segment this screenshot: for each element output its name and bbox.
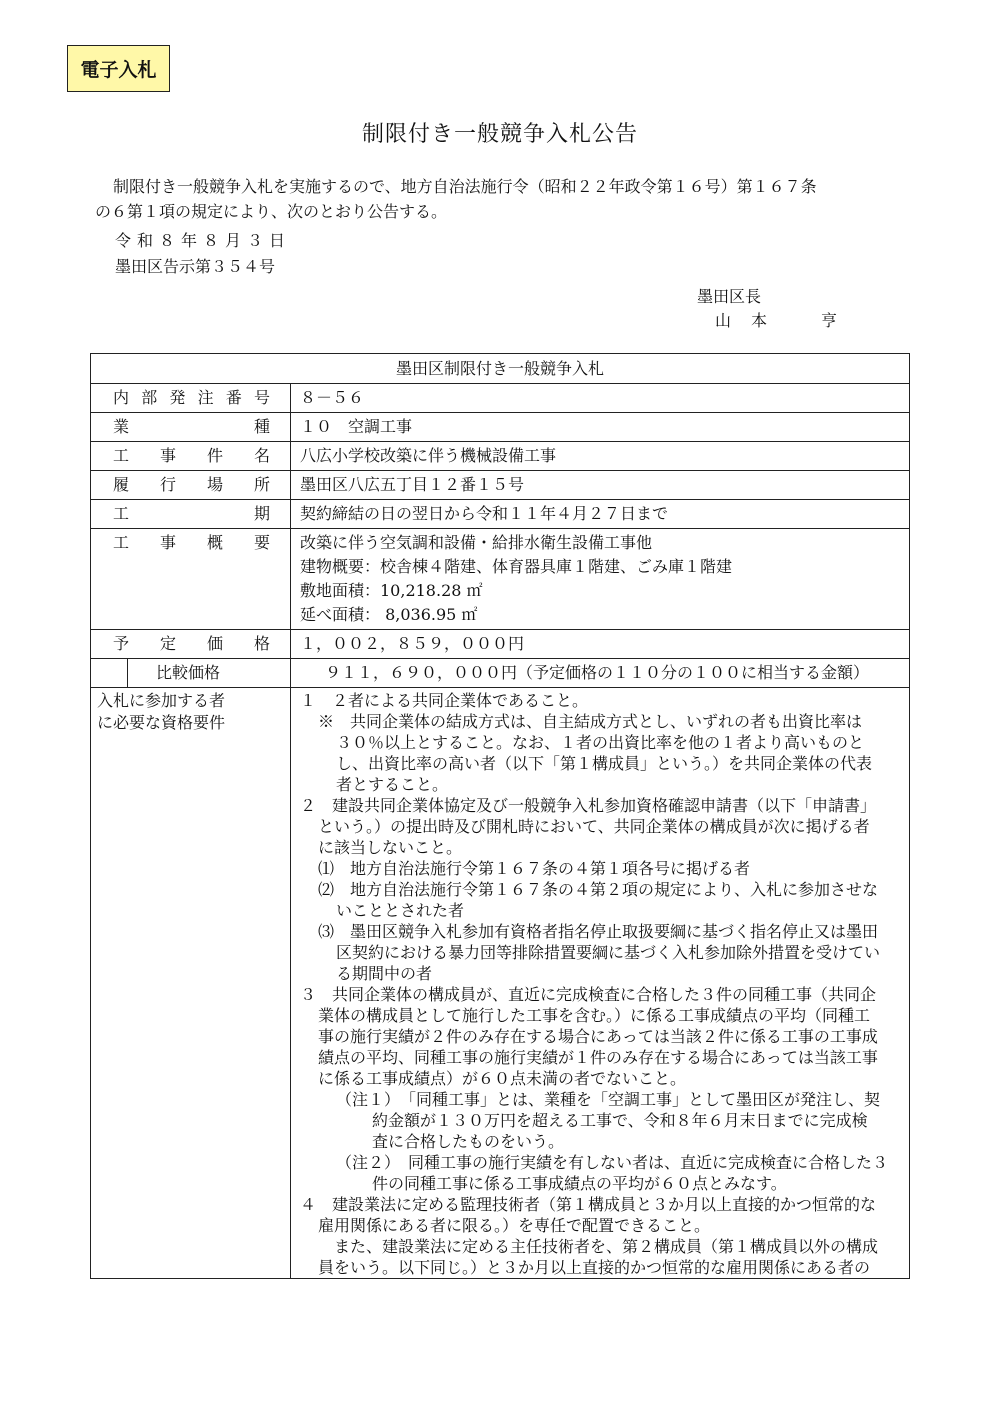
row-label-char: 内 <box>113 388 130 407</box>
date-block <box>115 228 291 280</box>
row-label <box>91 413 291 442</box>
row-label-char: 事 <box>159 446 176 465</box>
category-value: １０ 空調工事 <box>291 413 910 442</box>
row-label-char: 期 <box>253 504 270 523</box>
qualification-label-line: に必要な資格要件 <box>97 713 226 732</box>
req-line: る期間中の者 <box>336 964 433 983</box>
req-line: ※ 共同企業体の結成方式は、自主結成方式とし、いずれの者も出資比率は <box>318 712 863 731</box>
table-row <box>91 413 910 442</box>
table-row <box>91 384 910 413</box>
req-line: 区契約における暴力団等排除措置要綱に基づく入札参加除外措置を受けてい <box>336 943 881 962</box>
row-label-char: 価 <box>206 634 223 653</box>
row-label-char: 行 <box>159 475 176 494</box>
req-line: ２ 建設共同企業体協定及び一般競争入札参加資格確認申請書（以下「申請書」 <box>300 796 877 815</box>
order-number-value: ８－５６ <box>291 384 910 413</box>
notice-number: 墨田区告示第３５４号 <box>115 257 276 276</box>
intro-line-2: の６第１項の規定により、次のとおり公告する。 <box>95 202 448 221</box>
row-label-char: 所 <box>253 475 270 494</box>
row-label-char: 概 <box>206 533 223 552</box>
row-label-char: 工 <box>113 446 130 465</box>
table-row <box>91 471 910 500</box>
req-line: 約金額が１３０万円を超える工事で、令和８年６月末日までに完成検 <box>372 1111 868 1130</box>
table-row <box>91 688 910 1279</box>
row-label-char: 号 <box>253 388 270 407</box>
period-value: 契約締結の日の翌日から令和１１年４月２７日まで <box>291 500 910 529</box>
row-label-char: 発 <box>169 388 186 407</box>
qualification-label <box>91 688 291 1279</box>
req-line: 者とすること。 <box>336 775 449 794</box>
qualification-requirements <box>291 688 910 1279</box>
summary-line: 延べ面積： 8,036.95 ㎡ <box>300 605 478 624</box>
signer-family-name: 山 本 <box>715 311 770 330</box>
row-label-char: 事 <box>159 533 176 552</box>
row-label-char: 番 <box>225 388 242 407</box>
req-line: 事の施行実績が２件のみ存在する場合にあっては当該２件に係る工事の工事成 <box>318 1027 878 1046</box>
req-line: 件の同種工事に係る工事成績点の平均が６０点とみなす。 <box>372 1174 787 1193</box>
row-label <box>91 500 291 529</box>
signer-given-name: 亨 <box>821 311 840 330</box>
req-line: に該当しないこと。 <box>318 838 463 857</box>
qualification-label-line: 入札に参加する者 <box>97 691 226 710</box>
compare-price-label: 比較価格 <box>127 659 290 687</box>
row-label-char: 業 <box>113 417 130 436</box>
req-line: ⑴ 地方自治法施行令第１６７条の４第１項各号に掲げる者 <box>318 859 751 878</box>
req-line: ⑵ 地方自治法施行令第１６７条の４第２項の規定により、入札に参加させな <box>318 880 879 899</box>
req-line: に係る工事成績点）が６０点未満の者でないこと。 <box>318 1069 687 1088</box>
row-label-char: 工 <box>113 533 130 552</box>
row-label-char: 予 <box>113 634 130 653</box>
row-label-char: 場 <box>206 475 223 494</box>
summary-value <box>291 529 910 630</box>
table-row <box>91 500 910 529</box>
electronic-bid-badge: 電子入札 <box>67 45 170 92</box>
req-line: いこととされた者 <box>336 901 465 920</box>
table-row <box>91 659 910 688</box>
table-row <box>91 529 910 630</box>
row-label-char: 注 <box>197 388 214 407</box>
req-line: し、出資比率の高い者（以下「第１構成員」という。）を共同企業体の代表 <box>336 754 873 773</box>
req-line: という。）の提出時及び開札時において、共同企業体の構成員が次に掲げる者 <box>318 817 870 836</box>
req-line: ３０％以上とすること。なお、１者の出資比率を他の１者より高いものと <box>336 733 865 752</box>
location-value: 墨田区八広五丁目１２番１５号 <box>291 471 910 500</box>
row-label-char: 定 <box>159 634 176 653</box>
intro-line-1: 制限付き一般競争入札を実施するので、地方自治法施行令（昭和２２年政令第１６号）第１６７条 <box>113 177 817 196</box>
document-title: 制限付き一般競争入札公告 <box>361 122 638 147</box>
req-line: 査に合格したものをいう。 <box>372 1132 565 1151</box>
signer-name <box>697 309 839 333</box>
req-line: 雇用関係にある者に限る。）を専任で配置できること。 <box>318 1216 711 1235</box>
row-label-char: 格 <box>253 634 270 653</box>
work-name-value: 八広小学校改築に伴う機械設備工事 <box>291 442 910 471</box>
req-line: 員をいう。以下同じ。）と３か月以上直接的かつ恒常的な雇用関係にある者の <box>318 1258 871 1277</box>
summary-line: 敷地面積：10,218.28 ㎡ <box>300 581 483 600</box>
row-label-char: 件 <box>206 446 223 465</box>
row-label <box>91 471 291 500</box>
intro-paragraph <box>95 174 905 224</box>
summary-line: 改築に伴う空気調和設備・給排水衛生設備工事他 <box>300 533 653 552</box>
row-label-char: 名 <box>253 446 270 465</box>
req-line: ３ 共同企業体の構成員が、直近に完成検査に合格した３件の同種工事（共同企 <box>300 985 877 1004</box>
planned-price-value: １，００２，８５９，０００円 <box>291 630 910 659</box>
table-header: 墨田区制限付き一般競争入札 <box>91 354 910 384</box>
notice-date: 令和８年８月３日 <box>115 231 292 250</box>
req-line: （注２） 同種工事の施行実績を有しない者は、直近に完成検査に合格した３ <box>336 1153 889 1172</box>
row-label-char: 部 <box>141 388 158 407</box>
compare-price-value: ９１１，６９０，０００円（予定価格の１１０分の１００に相当する金額） <box>291 659 910 688</box>
signer-title: 墨田区長 <box>697 287 762 306</box>
req-line: １ ２者による共同企業体であること。 <box>300 691 589 710</box>
row-label <box>91 442 291 471</box>
row-label <box>91 630 291 659</box>
row-label-char: 工 <box>113 504 130 523</box>
row-label-char: 履 <box>113 475 130 494</box>
req-line: （注１） 「同種工事」とは、業種を「空調工事」として墨田区が発注し、契 <box>336 1090 881 1109</box>
req-line: ４ 建設業法に定める監理技術者（第１構成員と３か月以上直接的かつ恒常的な <box>300 1195 877 1214</box>
req-line: 業体の構成員として施行した工事を含む。）に係る工事成績点の平均（同種工 <box>318 1006 871 1025</box>
compare-price-label-cell <box>91 659 291 688</box>
req-line: 績点の平均、同種工事の施行実績が１件のみ存在する場合にあっては当該工事 <box>318 1048 878 1067</box>
row-label-char: 要 <box>253 533 270 552</box>
req-line: また、建設業法に定める主任技術者を、第２構成員（第１構成員以外の構成 <box>334 1237 879 1256</box>
signature-block <box>697 285 839 333</box>
row-label <box>91 384 291 413</box>
table-row <box>91 442 910 471</box>
summary-line: 建物概要：校舎棟４階建、体育器具庫１階建、ごみ庫１階建 <box>300 557 733 576</box>
row-label-char: 種 <box>253 417 270 436</box>
bid-info-table <box>90 353 910 1279</box>
row-label <box>91 529 291 630</box>
table-row <box>91 630 910 659</box>
req-line: ⑶ 墨田区競争入札参加有資格者指名停止取扱要綱に基づく指名停止又は墨田 <box>318 922 879 941</box>
